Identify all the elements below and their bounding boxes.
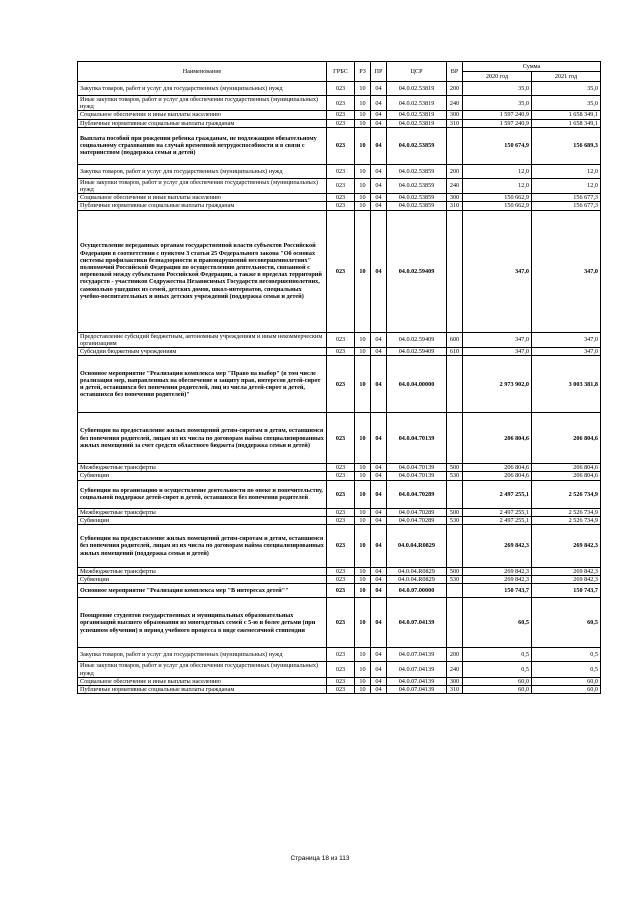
row-sum-2021: 35,0 [532,82,601,96]
row-csr: 04.0.07.04139 [387,648,447,662]
row-name: Закупка товаров, работ и услуг для государственных (муниципальных) нужд [78,82,327,96]
row-vr: 300 [447,677,463,685]
row-rz: 10 [355,662,371,677]
row-name: Поощрение студентов государственных и муниципальных образовательных организаций высшего образования из многодетных семей с 5-ю и более детьми (при успешном обучении) в период учебного процесса в виде ежемесячной стипендии [78,598,327,648]
budget-table [77,61,601,694]
row-vr: 200 [447,82,463,96]
row-sum-2021: 60,5 [532,598,601,648]
row-sum-2021: 2 526 734,9 [532,508,601,516]
row-vr: 310 [447,686,463,694]
table-row [78,210,601,332]
row-rz: 10 [355,568,371,576]
row-name: Социальное обеспечение и иные выплаты населению [78,677,327,685]
row-sum-2021: 0,5 [532,662,601,677]
row-name: Осуществление переданных органам государственной власти субъектов Российской Федерации в соответствии с пунктом 3 статьи 25 Федерального закона "Об основах системы профилактики безнадзорности и правонарушений несовершеннолетних" полномочий Российской Федерации по осуществлению деятельности, связанной с перевозкой между субъектами Российской Федерации, а также в пределах территорий государств - участников Содружества Независимых Государств несовершеннолетних, самовольно ушедших из семей, детских домов, школ-интернатов, специальных учебно-воспитательных и иных детских учреждений (поддержка семьи и детей) [78,210,327,332]
row-grbs: 023 [327,119,355,127]
row-pr: 04 [371,178,387,193]
header-rz: РЗ [355,62,371,82]
row-csr: 04.0.02.53819 [387,119,447,127]
row-pr: 04 [371,648,387,662]
row-sum-2021: 347,0 [532,210,601,332]
row-grbs: 023 [327,516,355,524]
row-rz: 10 [355,178,371,193]
table-body [78,82,601,694]
table-row [78,472,601,480]
row-sum-2020: 150 674,9 [463,127,532,164]
row-csr: 04.0.02.59409 [387,348,447,356]
row-pr: 04 [371,332,387,347]
table-row [78,598,601,648]
table-row [78,332,601,347]
row-sum-2021: 3 003 381,8 [532,356,601,413]
row-csr: 04.0.02.53859 [387,127,447,164]
row-rz: 10 [355,356,371,413]
row-vr [447,480,463,508]
header-grbs: ГРБС [327,62,355,82]
row-sum-2020: 35,0 [463,82,532,96]
row-csr: 04.0.04.70289 [387,508,447,516]
row-name: Социальное обеспечение и иные выплаты населению [78,194,327,202]
row-name: Основное мероприятие "Реализация комплекса мер "В интересах детей"" [78,584,327,598]
row-grbs: 023 [327,82,355,96]
row-sum-2021: 269 842,3 [532,576,601,584]
row-csr: 04.0.04.70139 [387,413,447,464]
row-pr: 04 [371,472,387,480]
table-row [78,119,601,127]
page-number: Страница 18 из 113 [290,855,350,862]
row-grbs: 023 [327,96,355,111]
row-csr: 04.0.02.53819 [387,96,447,111]
row-csr: 04.0.04.R0829 [387,568,447,576]
row-vr: 530 [447,516,463,524]
row-rz: 10 [355,472,371,480]
row-csr: 04.0.02.53859 [387,194,447,202]
header-vr: ВР [447,62,463,82]
row-sum-2020: 206 804,6 [463,464,532,472]
row-grbs: 023 [327,525,355,568]
row-pr: 04 [371,202,387,210]
row-csr: 04.0.02.53819 [387,82,447,96]
row-name: Предоставление субсидий бюджетным, автономным учреждениям и иным некоммерческим организациям [78,332,327,347]
row-sum-2021: 206 804,6 [532,464,601,472]
row-name: Публичные нормативные социальные выплаты гражданам [78,202,327,210]
table-row [78,464,601,472]
row-csr: 04.0.02.53859 [387,178,447,193]
row-grbs: 023 [327,568,355,576]
table-row [78,413,601,464]
row-sum-2020: 150 743,7 [463,584,532,598]
row-pr: 04 [371,82,387,96]
row-rz: 10 [355,480,371,508]
row-grbs: 023 [327,194,355,202]
row-grbs: 023 [327,576,355,584]
row-sum-2021: 347,0 [532,348,601,356]
row-sum-2020: 269 842,3 [463,568,532,576]
row-pr: 04 [371,464,387,472]
row-vr: 240 [447,96,463,111]
row-vr: 310 [447,119,463,127]
row-vr: 240 [447,178,463,193]
row-rz: 10 [355,202,371,210]
row-grbs: 023 [327,598,355,648]
row-sum-2021: 269 842,3 [532,525,601,568]
row-sum-2020: 12,0 [463,178,532,193]
row-vr [447,584,463,598]
row-sum-2020: 150 662,9 [463,194,532,202]
row-sum-2020: 2 497 255,1 [463,516,532,524]
row-csr: 04.0.07.04139 [387,677,447,685]
table-row [78,516,601,524]
row-grbs: 023 [327,464,355,472]
row-rz: 10 [355,348,371,356]
table-row [78,480,601,508]
row-grbs: 023 [327,648,355,662]
row-csr: 04.0.04.R0829 [387,525,447,568]
row-sum-2021: 2 526 734,9 [532,480,601,508]
row-vr: 600 [447,332,463,347]
header-csr: ЦСР [387,62,447,82]
row-sum-2021: 12,0 [532,178,601,193]
row-name: Субвенции на предоставление жилых помещений детям-сиротам и детям, оставшимся без попечения родителей, лицам из их числа по договорам найма специализированных жилых помещений (поддержка семьи и детей) [78,525,327,568]
row-pr: 04 [371,127,387,164]
table-row [78,96,601,111]
row-rz: 10 [355,210,371,332]
table-row [78,576,601,584]
table-row [78,356,601,413]
row-csr: 04.0.02.53819 [387,111,447,119]
row-csr: 04.0.04.70139 [387,472,447,480]
row-sum-2021: 156 677,3 [532,202,601,210]
row-pr: 04 [371,584,387,598]
row-vr: 200 [447,648,463,662]
row-pr: 04 [371,111,387,119]
row-grbs: 023 [327,348,355,356]
row-csr: 04.0.02.53859 [387,164,447,178]
table-row [78,164,601,178]
row-vr: 530 [447,472,463,480]
row-sum-2020: 60,0 [463,686,532,694]
row-sum-2020: 269 842,3 [463,576,532,584]
row-pr: 04 [371,413,387,464]
row-sum-2021: 2 526 734,9 [532,516,601,524]
row-sum-2021: 35,0 [532,96,601,111]
row-rz: 10 [355,194,371,202]
row-vr: 200 [447,164,463,178]
row-rz: 10 [355,525,371,568]
row-vr [447,356,463,413]
row-csr: 04.0.07.04139 [387,662,447,677]
row-name: Закупка товаров, работ и услуг для государственных (муниципальных) нужд [78,164,327,178]
row-name: Основное мероприятие "Реализация комплекса мер "Право на выбор" (в том числе реализация мер, направленных на обеспечение и защиту прав, интересов детей-сирот и детей, оставшихся без попечения родителей, лиц из числа детей-сирот и детей, оставшихся без попечения родителей)" [78,356,327,413]
row-sum-2020: 269 842,3 [463,525,532,568]
header-sum: Сумма [463,62,601,72]
row-grbs: 023 [327,111,355,119]
row-sum-2020: 347,0 [463,332,532,347]
row-grbs: 023 [327,178,355,193]
row-rz: 10 [355,576,371,584]
row-csr: 04.0.07.04139 [387,686,447,694]
row-rz: 10 [355,164,371,178]
row-pr: 04 [371,576,387,584]
row-pr: 04 [371,662,387,677]
row-vr: 300 [447,111,463,119]
row-pr: 04 [371,508,387,516]
row-sum-2020: 35,0 [463,96,532,111]
row-pr: 04 [371,210,387,332]
row-name: Публичные нормативные социальные выплаты гражданам [78,686,327,694]
table-row [78,127,601,164]
row-csr: 04.0.04.70289 [387,516,447,524]
header-2021: 2021 год [532,72,601,82]
row-sum-2020: 347,0 [463,210,532,332]
row-vr: 530 [447,576,463,584]
row-name: Иные закупки товаров, работ и услуг для обеспечения государственных (муниципальных) нужд [78,178,327,193]
row-name: Закупка товаров, работ и услуг для государственных (муниципальных) нужд [78,648,327,662]
row-rz: 10 [355,111,371,119]
table-row [78,648,601,662]
row-rz: 10 [355,332,371,347]
row-sum-2020: 2 497 255,1 [463,508,532,516]
table-row [78,202,601,210]
table-row [78,568,601,576]
row-grbs: 023 [327,202,355,210]
row-vr: 300 [447,194,463,202]
row-name: Публичные нормативные социальные выплаты гражданам [78,119,327,127]
row-sum-2020: 2 973 902,0 [463,356,532,413]
row-name: Иные закупки товаров, работ и услуг для обеспечения государственных (муниципальных) нужд [78,96,327,111]
row-sum-2021: 1 658 349,1 [532,119,601,127]
row-sum-2021: 347,0 [532,332,601,347]
row-csr: 04.0.04.70289 [387,480,447,508]
row-sum-2020: 1 597 240,9 [463,111,532,119]
row-vr [447,598,463,648]
row-name: Межбюджетные трансферты [78,568,327,576]
row-vr [447,210,463,332]
table-row [78,348,601,356]
row-grbs: 023 [327,677,355,685]
row-pr: 04 [371,525,387,568]
row-grbs: 023 [327,164,355,178]
row-grbs: 023 [327,584,355,598]
row-sum-2020: 206 804,6 [463,472,532,480]
row-vr: 500 [447,508,463,516]
row-rz: 10 [355,464,371,472]
row-name: Субвенции на предоставление жилых помещений детям-сиротам и детям, оставшимся без попечения родителей, лицам из их числа по договорам найма специализированных жилых помещений за счет средств областного бюджета (поддержка семьи и детей) [78,413,327,464]
row-sum-2021: 156 689,3 [532,127,601,164]
row-sum-2020: 12,0 [463,164,532,178]
row-grbs: 023 [327,472,355,480]
row-vr: 310 [447,202,463,210]
row-rz: 10 [355,96,371,111]
row-rz: 10 [355,413,371,464]
row-csr: 04.0.02.59409 [387,210,447,332]
header-pr: ПР [371,62,387,82]
row-pr: 04 [371,96,387,111]
row-sum-2020: 0,5 [463,648,532,662]
header-name: Наименование [78,62,327,82]
row-grbs: 023 [327,210,355,332]
row-name: Межбюджетные трансферты [78,464,327,472]
table-row [78,677,601,685]
row-vr [447,413,463,464]
row-rz: 10 [355,648,371,662]
row-pr: 04 [371,119,387,127]
row-name: Иные закупки товаров, работ и услуг для обеспечения государственных (муниципальных) нужд [78,662,327,677]
row-sum-2020: 0,5 [463,662,532,677]
row-csr: 04.0.07.00000 [387,584,447,598]
row-sum-2021: 12,0 [532,164,601,178]
row-sum-2021: 206 804,6 [532,472,601,480]
row-rz: 10 [355,119,371,127]
row-rz: 10 [355,82,371,96]
budget-table-page [77,61,600,694]
table-row [78,178,601,193]
row-sum-2020: 1 597 240,9 [463,119,532,127]
row-grbs: 023 [327,356,355,413]
row-pr: 04 [371,480,387,508]
row-rz: 10 [355,677,371,685]
row-sum-2020: 150 662,9 [463,202,532,210]
row-csr: 04.0.02.59409 [387,332,447,347]
table-row [78,194,601,202]
table-row [78,584,601,598]
table-row [78,82,601,96]
row-vr [447,525,463,568]
table-row [78,111,601,119]
row-csr: 04.0.02.53859 [387,202,447,210]
row-sum-2021: 150 743,7 [532,584,601,598]
row-csr: 04.0.07.04139 [387,598,447,648]
row-name: Субвенции [78,472,327,480]
row-name: Социальное обеспечение и иные выплаты населению [78,111,327,119]
row-grbs: 023 [327,508,355,516]
row-sum-2021: 0,5 [532,648,601,662]
row-name: Субвенции [78,576,327,584]
row-pr: 04 [371,516,387,524]
row-vr: 500 [447,464,463,472]
row-pr: 04 [371,194,387,202]
row-name: Субвенции [78,516,327,524]
row-pr: 04 [371,348,387,356]
row-vr [447,127,463,164]
row-sum-2020: 347,0 [463,348,532,356]
row-grbs: 023 [327,332,355,347]
row-rz: 10 [355,127,371,164]
row-rz: 10 [355,508,371,516]
row-csr: 04.0.04.R0829 [387,576,447,584]
row-sum-2020: 60,0 [463,677,532,685]
table-row [78,508,601,516]
row-grbs: 023 [327,686,355,694]
row-grbs: 023 [327,480,355,508]
row-sum-2021: 60,0 [532,686,601,694]
row-name: Выплата пособий при рождении ребенка гражданам, не подлежащим обязательному социальному страхованию на случай временной нетрудоспособности и в связи с материнством (поддержка семьи и детей) [78,127,327,164]
row-name: Субвенции на организацию и осуществление деятельности по опеке и попечительству, социальной поддержке детей-сирот и детей, оставшихся без попечения родителей [78,480,327,508]
row-rz: 10 [355,686,371,694]
row-pr: 04 [371,164,387,178]
row-sum-2021: 156 677,3 [532,194,601,202]
row-pr: 04 [371,568,387,576]
header-2020: 2020 год [463,72,532,82]
row-sum-2020: 60,5 [463,598,532,648]
row-name: Межбюджетные трансферты [78,508,327,516]
row-sum-2020: 206 804,6 [463,413,532,464]
table-row [78,662,601,677]
row-rz: 10 [355,516,371,524]
row-vr: 500 [447,568,463,576]
row-rz: 10 [355,598,371,648]
row-sum-2021: 1 658 349,1 [532,111,601,119]
row-pr: 04 [371,356,387,413]
row-grbs: 023 [327,662,355,677]
row-rz: 10 [355,584,371,598]
row-vr: 240 [447,662,463,677]
row-pr: 04 [371,677,387,685]
row-grbs: 023 [327,127,355,164]
row-grbs: 023 [327,413,355,464]
row-pr: 04 [371,686,387,694]
row-vr: 610 [447,348,463,356]
row-sum-2021: 60,0 [532,677,601,685]
row-csr: 04.0.04.00000 [387,356,447,413]
row-csr: 04.0.04.70139 [387,464,447,472]
row-sum-2020: 2 497 255,1 [463,480,532,508]
row-sum-2021: 269 842,3 [532,568,601,576]
row-pr: 04 [371,598,387,648]
row-name: Субсидии бюджетным учреждениям [78,348,327,356]
table-row [78,686,601,694]
table-row [78,525,601,568]
row-sum-2021: 206 804,6 [532,413,601,464]
